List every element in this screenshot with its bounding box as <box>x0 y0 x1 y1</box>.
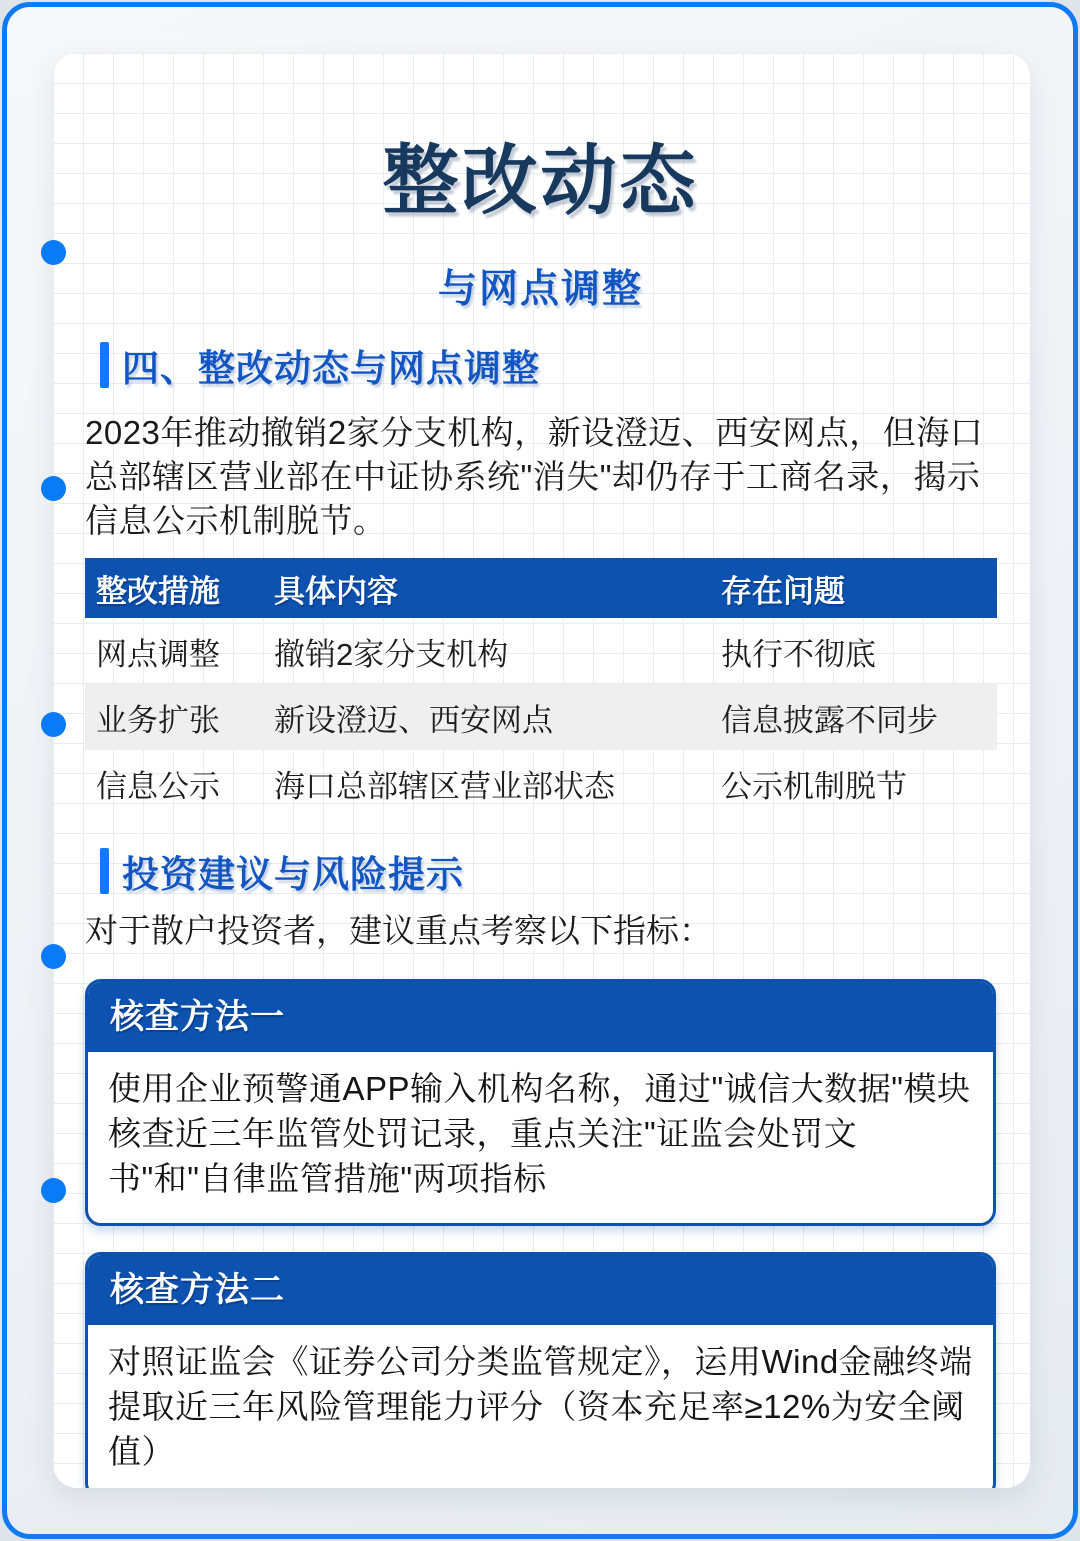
table-header-cell: 存在问题 <box>721 573 845 609</box>
content-sheet <box>53 53 1030 1488</box>
section-heading-advice <box>85 846 996 896</box>
page-subtitle: 与网点调整 <box>437 268 643 311</box>
table-cell: 海口总部辖区营业部状态 <box>274 768 615 804</box>
accent-bar <box>100 342 109 388</box>
table-cell: 新设澄迈、西安网点 <box>274 702 553 738</box>
decorative-dot <box>41 944 66 969</box>
table-header-cell: 具体内容 <box>274 573 398 609</box>
table-header-cell: 整改措施 <box>96 573 220 609</box>
method-card-1 <box>85 979 996 1226</box>
table-cell: 网点调整 <box>96 636 220 672</box>
decorative-dot <box>41 476 66 501</box>
table-row <box>85 750 997 816</box>
table-cell: 信息公示 <box>96 768 220 804</box>
card-body: 对照证监会《证券公司分类监管规定》，运用Wind金融终端提取近三年风险管理能力评分（资本充足率≥12%为安全阈值） <box>108 1343 973 1470</box>
table-row <box>85 684 997 750</box>
decorative-dot <box>41 240 66 265</box>
card-title: 核查方法一 <box>88 982 993 1052</box>
table-cell: 撤销2家分支机构 <box>274 636 509 672</box>
table-cell: 业务扩张 <box>96 702 220 738</box>
table-cell: 公示机制脱节 <box>721 768 907 804</box>
table-row <box>85 618 997 684</box>
method-card-2 <box>85 1252 996 1488</box>
decorative-dot <box>41 712 66 737</box>
table-cell: 执行不彻底 <box>721 636 876 672</box>
table-cell: 信息披露不同步 <box>721 702 938 738</box>
advice-lead-text: 对于散户投资者，建议重点考察以下指标： <box>85 912 712 949</box>
card-body: 使用企业预警通APP输入机构名称，通过"诚信大数据"模块核查近三年监管处罚记录，重点关注"证监会处罚文书"和"自律监管措施"两项指标 <box>108 1070 971 1197</box>
card-title: 核查方法二 <box>88 1255 993 1325</box>
rectification-paragraph: 2023年推动撤销2家分支机构，新设澄迈、西安网点，但海口总部辖区营业部在中证协系统"消失"却仍存于工商名录，揭示信息公示机制脱节。 <box>85 414 984 539</box>
section-heading-rectification <box>85 340 996 390</box>
page-title: 整改动态 <box>382 139 699 224</box>
section-heading-text: 四、整改动态与网点调整 <box>122 348 540 389</box>
rectification-table <box>85 558 997 816</box>
table-header-row <box>85 558 997 618</box>
accent-bar <box>100 848 109 894</box>
decorative-dot <box>41 1178 66 1203</box>
section-heading-text: 投资建议与风险提示 <box>122 854 464 895</box>
